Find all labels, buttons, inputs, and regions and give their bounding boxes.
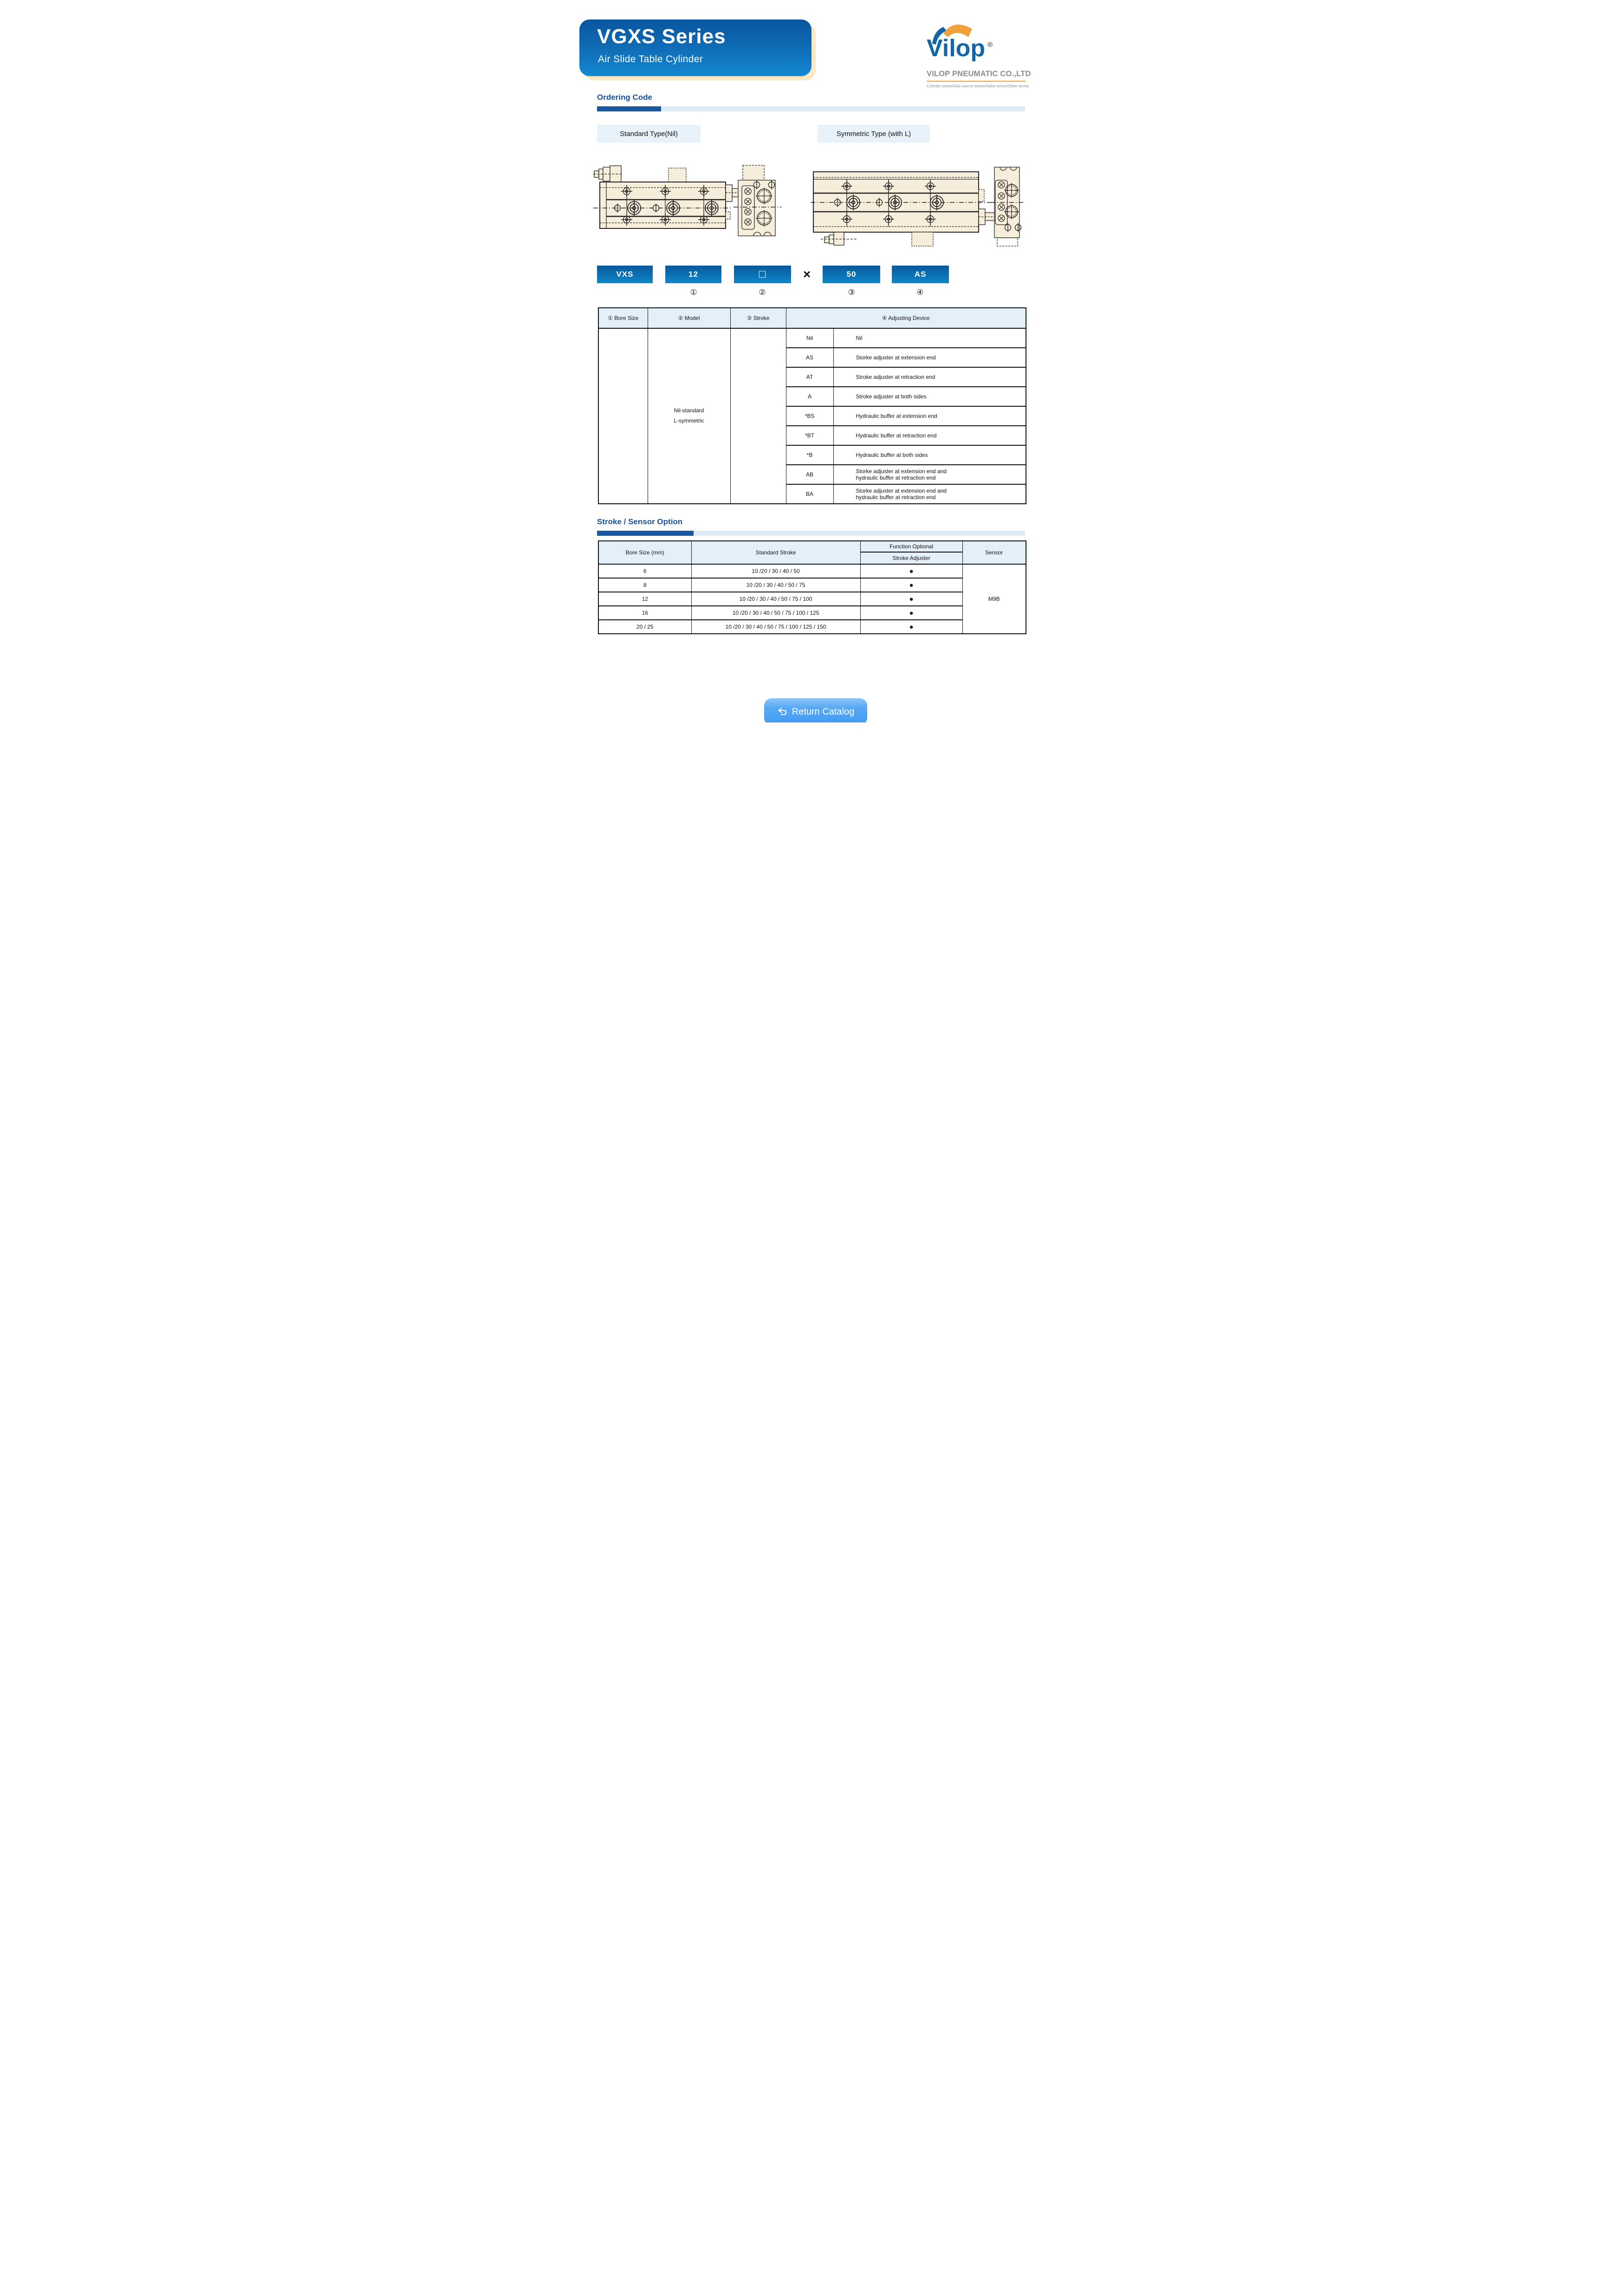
standard-type-drawing [593,161,781,243]
adjusting-desc [833,465,1026,484]
ordering-code-title: Ordering Code [597,93,653,102]
stroke-adjuster-dot: ● [860,606,962,620]
stroke-cell [730,328,786,504]
step-number-2: ② [759,288,766,297]
stroke-adjuster-dot: ● [860,592,962,606]
return-catalog-label: Return Catalog [792,706,855,717]
stroke-values: 10 /20 / 30 / 40 / 50 [691,564,860,578]
stroke-adjuster-dot: ● [860,620,962,634]
table-row [598,578,1026,592]
adjusting-code: Nil [786,328,833,348]
adjusting-code: A [786,387,833,406]
multiply-symbol: × [803,267,811,281]
bore-value: 20 / 25 [598,620,691,634]
adjusting-code: BA [786,484,833,504]
series-subtitle: Air Slide Table Cylinder [598,54,703,65]
brand-text: Vilop [927,35,986,62]
model-line-1: Nil-standard [674,407,704,414]
adjusting-code: AB [786,465,833,484]
adjusting-desc: Hydraulic buffer at retraction end [833,426,1026,445]
section-divider [597,531,1025,536]
section-divider [597,106,1025,111]
bore-value: 6 [598,564,691,578]
stroke-values: 10 /20 / 30 / 40 / 50 / 75 / 100 / 125 / 150 [691,620,860,634]
registered-trademark-icon: ® [987,41,993,49]
bore-size-cell [598,328,648,504]
table-row [598,328,1026,348]
code-box-adjusting: AS [892,266,949,283]
adjusting-desc [833,484,1026,504]
symmetric-type-drawing [811,163,1025,248]
adjusting-desc: Stroke adjuster at retraction end [833,367,1026,387]
stroke-values: 10 /20 / 30 / 40 / 50 / 75 [691,578,860,592]
stroke-adjuster-dot: ● [860,578,962,592]
desc-line-1: Storke adjuster at extension end and [856,468,947,475]
th-model: ② Model [648,308,730,328]
bore-value: 12 [598,592,691,606]
desc-line-1: Storke adjuster at extension end and [856,488,947,494]
stroke-sensor-table [598,540,1026,634]
company-name: VILOP PNEUMATIC CO.,LTD [927,70,1031,78]
adjusting-code: *B [786,445,833,465]
adjusting-desc: Storke adjuster at extension end [833,348,1026,367]
th-sensor: Sensor [962,541,1026,564]
th-stroke: ③ Stroke [730,308,786,328]
divider-accent [597,531,694,536]
table-row [598,620,1026,634]
standard-type-label: Standard Type(Nil) [597,125,701,143]
adjusting-desc: Hydraulic buffer at both sides [833,445,1026,465]
code-box-model-placeholder [734,266,791,283]
code-box-bore: 12 [665,266,721,283]
divider-accent [597,106,661,111]
placeholder-square-icon: □ [759,268,766,280]
th-function-optional: Function Optional [860,541,962,552]
stroke-values: 10 /20 / 30 / 40 / 50 / 75 / 100 [691,592,860,606]
logo-tagline: Cylinder series/Gas source series/Valve series/Other series [927,84,1029,88]
th-adjusting-device: ④ Adjusting Device [786,308,1026,328]
adjusting-code: *BT [786,426,833,445]
series-banner [579,20,812,76]
vilop-logo [927,22,1031,92]
sensor-value: M9B [962,564,1026,634]
adjusting-device-table [598,307,1026,504]
table-row [598,606,1026,620]
code-box-stroke: 50 [823,266,880,283]
model-cell [648,328,730,504]
logo-divider [927,81,1026,82]
step-number-4: ④ [916,288,924,297]
adjusting-code: *BS [786,406,833,426]
return-arrow-icon [777,707,787,716]
desc-line-2: hydraulic buffer at retraction end [856,475,936,481]
desc-line-2: hydraulic buffer at retraction end [856,494,936,501]
catalog-page [556,0,1067,722]
th-standard-stroke: Standard Stroke [691,541,860,564]
series-title: VGXS Series [597,25,726,48]
bore-value: 16 [598,606,691,620]
th-bore-size: ① Bore Size [598,308,648,328]
return-catalog-button[interactable] [764,698,867,722]
code-box-series: VXS [597,266,653,283]
step-number-3: ③ [848,288,855,297]
stroke-sensor-title: Stroke / Sensor Option [597,517,683,526]
symmetric-type-label: Symmetric Type (with L) [818,125,930,143]
bore-value: 8 [598,578,691,592]
table-row [598,564,1026,578]
th-stroke-adjuster: Stroke Adjuster [860,552,962,564]
table-row [598,592,1026,606]
adjusting-code: AS [786,348,833,367]
th-bore-size-mm: Bore Size (mm) [598,541,691,564]
adjusting-code: AT [786,367,833,387]
step-number-1: ① [690,288,697,297]
adjusting-desc: Nil [833,328,1026,348]
stroke-values: 10 /20 / 30 / 40 / 50 / 75 / 100 / 125 [691,606,860,620]
adjusting-desc: Stroke adjuster at both sides [833,387,1026,406]
stroke-adjuster-dot: ● [860,564,962,578]
model-line-2: L-symmetric [674,417,704,424]
adjusting-desc: Hydraulic buffer at extension end [833,406,1026,426]
